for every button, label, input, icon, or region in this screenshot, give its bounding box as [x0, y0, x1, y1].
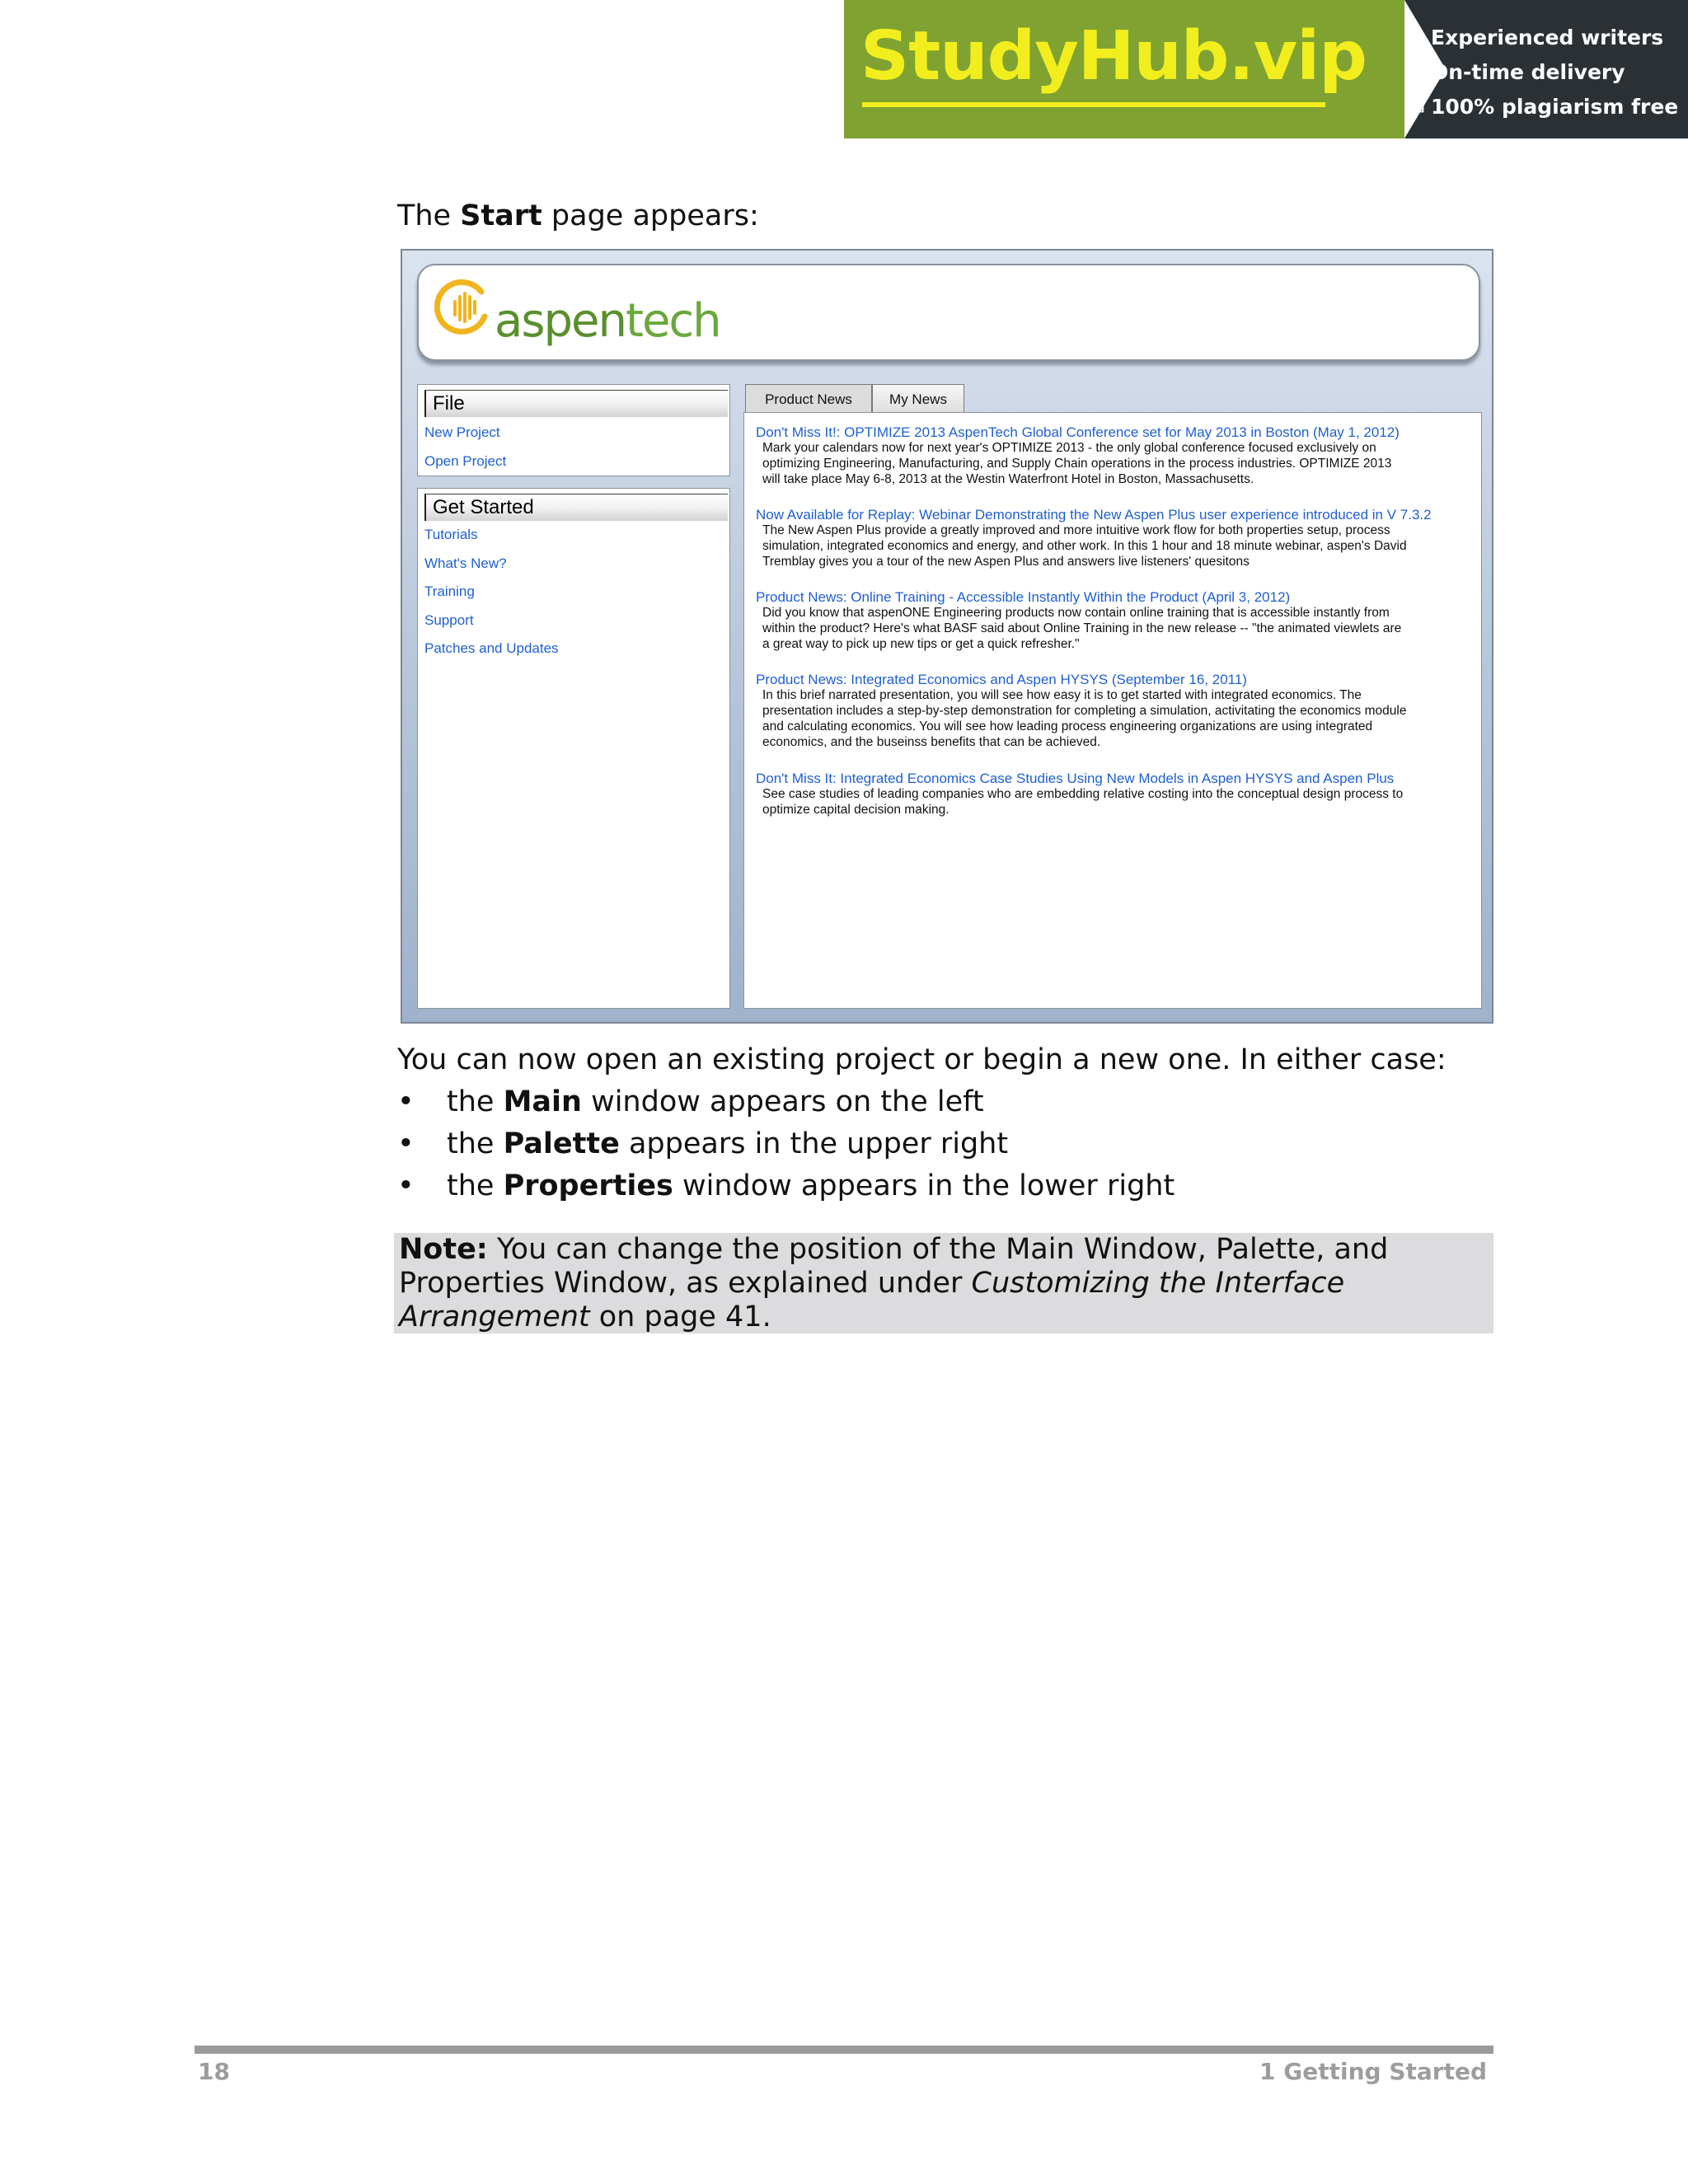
banner-features	[1408, 20, 1688, 124]
intro-bold: Start	[460, 199, 542, 232]
studyhub-banner[interactable]	[844, 0, 1688, 138]
news-title-link[interactable]: Product News: Integrated Economics and Aspen HYSYS (September 16, 2011)	[756, 672, 1247, 687]
tutorials-link[interactable]: Tutorials	[424, 527, 478, 542]
new-project-link[interactable]: New Project	[424, 424, 500, 440]
news-body-line: simulation, integrated economics and energy, and other work. In this 1 hour and 18 minute webinar, aspen's David	[762, 539, 1407, 553]
star-outline-icon: ☆	[1409, 26, 1426, 48]
news-body-line: See case studies of leading companies who are embedding relative costing into the conceptual design process to	[762, 787, 1404, 801]
logo-aspen: aspen	[495, 294, 626, 348]
news-body-line: within the product? Here's what BASF said about Online Training in the new release -- "the animated viewlets are	[762, 621, 1402, 635]
feature-label: Experienced writers	[1431, 25, 1664, 49]
news-body-line: optimize capital decision making.	[762, 803, 950, 817]
note-xref[interactable]: Arrangement	[399, 1301, 590, 1333]
support-link[interactable]: Support	[424, 612, 474, 628]
feature-plagiarism-free	[1408, 89, 1688, 124]
bullet-bold: Main	[503, 1085, 582, 1118]
news-body-line: The New Aspen Plus provide a greatly improved and more intuitive work flow for both properties setup, process	[762, 523, 1390, 537]
bullet-dot-icon: •	[397, 1085, 415, 1118]
training-link[interactable]: Training	[424, 583, 475, 599]
note-line-3	[394, 1301, 1493, 1334]
bullet-post: window appears in the lower right	[673, 1169, 1175, 1202]
news-item	[756, 672, 1473, 750]
note-text: Properties Window, as explained under	[399, 1267, 972, 1300]
news-body-line: optimizing Engineering, Manufacturing, and Supply Chain operations in the process industries. OPTIMIZE 2013	[762, 457, 1392, 471]
news-title-link[interactable]: Don't Miss It: Integrated Economics Case Studies Using New Models in Aspen HYSYS and Aspen Plus	[756, 771, 1395, 786]
news-body-line: Mark your calendars now for next year's OPTIMIZE 2013 - the only global conference focused exclusively on	[762, 441, 1376, 455]
news-area	[743, 384, 1482, 1009]
note-xref[interactable]: Customizing the Interface	[971, 1267, 1345, 1300]
aspentech-swirl-icon	[430, 274, 496, 340]
note-label: Note:	[399, 1233, 488, 1266]
news-title-link[interactable]: Now Available for Replay: Webinar Demonstrating the New Aspen Plus user experience introduced in V 7.3.2	[756, 507, 1432, 523]
bullet-pre: the	[447, 1127, 504, 1160]
intro-text: The	[397, 199, 461, 232]
news-body-line: Tremblay gives you a tour of the new Aspen Plus and answers live listeners' quesitons	[762, 555, 1250, 569]
news-body-line: presentation includes a step-by-step demonstration for completing a simulation, activitating the economics module	[762, 704, 1407, 718]
news-title-link[interactable]: Don't Miss It!: OPTIMIZE 2013 AspenTech Global Conference set for May 2013 in Boston (May 1, 2012)	[756, 424, 1400, 440]
feature-on-time-delivery	[1408, 54, 1688, 89]
chapter-title: 1 Getting Started	[1259, 2058, 1487, 2085]
bullet-bold: Palette	[503, 1127, 620, 1160]
news-item	[756, 771, 1473, 818]
bullet-post: window appears on the left	[581, 1085, 984, 1118]
page-number: 18	[198, 2058, 230, 2085]
bullet-bold: Properties	[503, 1169, 673, 1202]
bullet-pre: the	[447, 1085, 504, 1118]
file-panel-header: File	[424, 390, 728, 417]
whats-new-link[interactable]: What's New?	[424, 555, 507, 571]
logo-underline	[862, 102, 1325, 107]
news-title-link[interactable]: Product News: Online Training - Accessible Instantly Within the Product (April 3, 2012)	[756, 589, 1291, 605]
bullet-text	[447, 1081, 984, 1122]
open-project-link[interactable]: Open Project	[424, 452, 507, 469]
bullet-post: appears in the upper right	[619, 1127, 1009, 1160]
copy-check-icon: ⧉	[1411, 96, 1424, 117]
feature-experienced-writers	[1408, 20, 1688, 54]
aspentech-header	[417, 264, 1480, 361]
news-item	[756, 589, 1473, 652]
intro-paragraph	[397, 195, 759, 237]
note-line-1	[394, 1233, 1493, 1267]
start-page-screenshot	[401, 249, 1493, 1024]
news-body-line: and calculating economics. You will see how leading process engineering organizations are using integrated	[762, 719, 1373, 733]
news-body-line: a great way to pick up new tips or get a quick refresher."	[762, 637, 1080, 651]
bullet-pre: the	[447, 1169, 504, 1202]
news-body-line: Did you know that aspenONE Engineering products now contain online training that is accessible instantly from	[762, 606, 1390, 620]
studyhub-logo-text: StudyHub.vip	[860, 17, 1367, 96]
news-item	[756, 424, 1473, 487]
file-panel	[417, 384, 730, 476]
bullet-text	[447, 1123, 1008, 1165]
news-item	[756, 507, 1473, 569]
intro-text-end: page appears:	[542, 199, 759, 232]
bullet-dot-icon: •	[397, 1127, 415, 1160]
bullet-dot-icon: •	[397, 1169, 415, 1202]
get-started-header: Get Started	[424, 494, 728, 521]
clock-icon: ⏲	[1410, 61, 1425, 82]
tab-my-news[interactable]: My News	[872, 384, 964, 414]
news-body-line: In this brief narrated presentation, you will see how easy it is to get started with integrated economics. The	[762, 688, 1362, 702]
note-text: You can change the position of the Main Window, Palette, and	[487, 1233, 1389, 1266]
patches-updates-link[interactable]: Patches and Updates	[424, 640, 559, 656]
feature-label: On-time delivery	[1431, 59, 1625, 84]
footer-rule	[195, 2046, 1493, 2054]
note-line-2	[394, 1267, 1493, 1301]
note-box	[394, 1233, 1493, 1333]
feature-label: 100% plagiarism free	[1431, 94, 1679, 119]
note-text: on page 41.	[589, 1301, 771, 1333]
news-panel	[743, 412, 1482, 1009]
after-paragraph: You can now open an existing project or begin a new one. In either case:	[397, 1043, 1447, 1076]
aspentech-wordmark	[495, 294, 720, 348]
bullet-text	[447, 1165, 1175, 1207]
logo-tech: tech	[625, 294, 720, 348]
news-body-line: economics, and the buseinss benefits that can be achieved.	[762, 735, 1101, 749]
tab-product-news[interactable]: Product News	[745, 384, 872, 414]
news-body-line: will take place May 6-8, 2013 at the Westin Waterfront Hotel in Boston, Massachusetts.	[762, 472, 1254, 486]
get-started-panel	[417, 488, 730, 1009]
